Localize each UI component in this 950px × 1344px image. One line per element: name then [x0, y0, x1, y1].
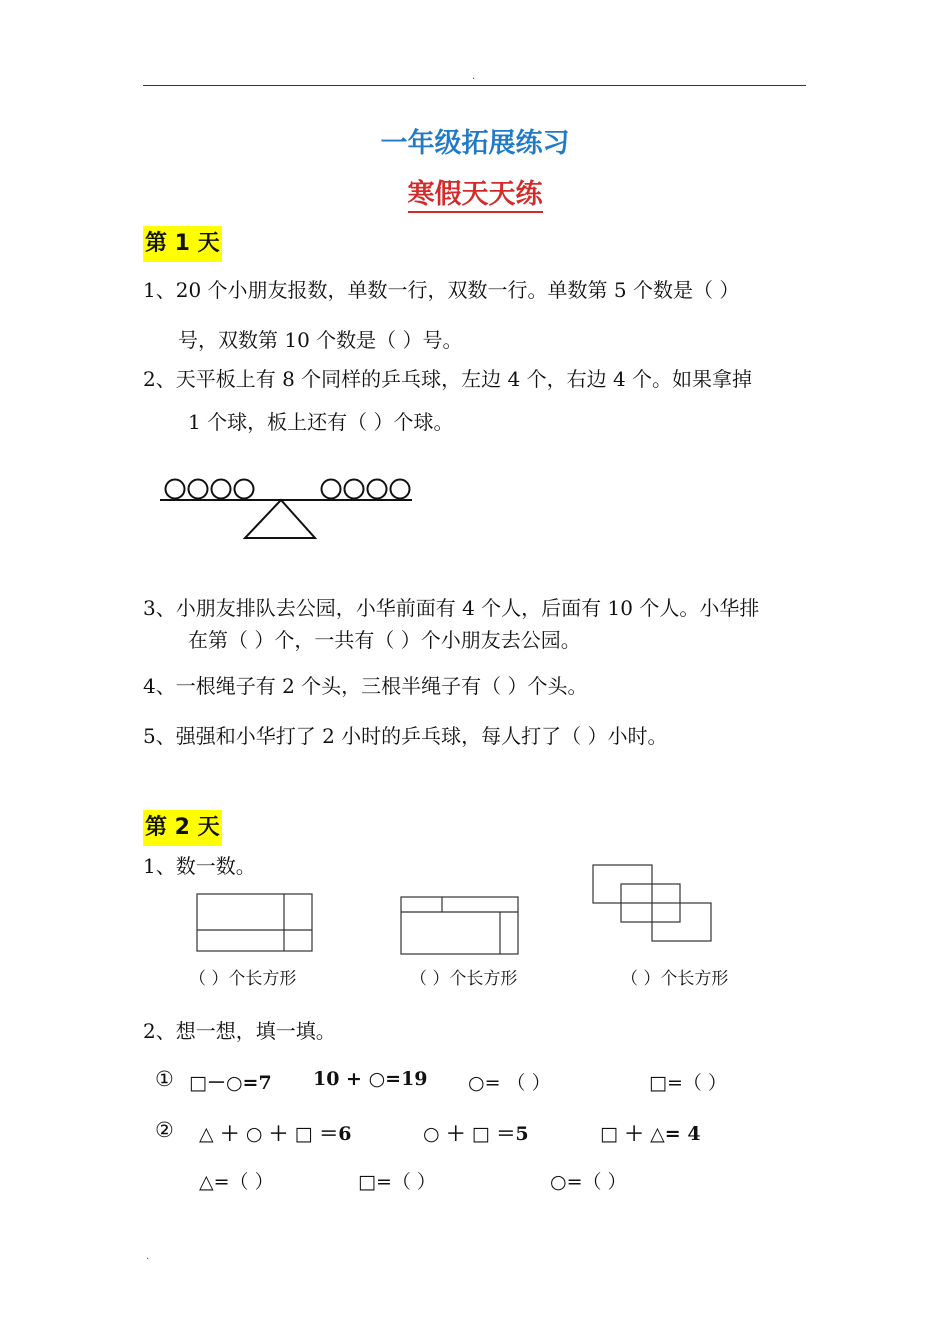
ball-icon	[189, 480, 208, 499]
question-1-2-line-2: 1 个球，板上还有（ ）个球。	[188, 410, 454, 434]
footer-dot: ·	[146, 1254, 150, 1265]
row-1-answer-1: ○= （ ）	[468, 1072, 551, 1094]
header-dot: ·	[472, 74, 476, 85]
row-3-answer-3: ○=（ ）	[550, 1171, 627, 1193]
ball-icon	[166, 480, 185, 499]
day-1-label: 第 1 天	[143, 226, 222, 262]
row-2-equation-2: ○ ＋ □ ＝5	[423, 1123, 529, 1145]
ball-icon	[235, 480, 254, 499]
row-3-answer-1: △=（ ）	[199, 1171, 274, 1193]
question-1-1-line-1: 1、20 个小朋友报数，单数一行，双数一行。单数第 5 个数是（ ）	[143, 278, 740, 302]
row-1-equation-1: □－○=7	[189, 1072, 272, 1094]
fulcrum-triangle	[245, 500, 315, 538]
row-3-answer-2: □=（ ）	[358, 1171, 436, 1193]
question-1-2-line-1: 2、天平板上有 8 个同样的乒乓球，左边 4 个，右边 4 个。如果拿掉	[143, 367, 753, 391]
header-rule	[143, 85, 806, 86]
row-2-number: ②	[155, 1118, 174, 1142]
rectangle-figure-2	[400, 896, 520, 956]
question-1-4: 4、一根绳子有 2 个头，三根半绳子有（ ）个头。	[143, 674, 588, 698]
rectangle-figure-3	[592, 864, 714, 944]
day-2-label: 第 2 天	[143, 810, 222, 846]
row-1-answer-2: □=（ ）	[649, 1072, 727, 1094]
question-1-1-line-2: 号，双数第 10 个数是（ ）号。	[178, 328, 463, 352]
ball-icon	[212, 480, 231, 499]
page-subtitle: 寒假天天练	[0, 172, 950, 211]
row-1-equation-2: 10 + ○=19	[313, 1068, 428, 1090]
rectangle-figure-1	[196, 893, 314, 953]
page-title: 一年级拓展练习	[380, 128, 570, 159]
row-1-number: ①	[155, 1067, 174, 1091]
balance-board	[155, 475, 420, 545]
question-2-2: 2、想一想，填一填。	[143, 1019, 336, 1043]
row-2-equation-1: △ ＋ ○ ＋ □ ＝6	[199, 1123, 352, 1145]
question-1-3-line-2: 在第（ ）个，一共有（ ）个小朋友去公园。	[188, 628, 581, 652]
caption-figure-3: （ ）个长方形	[621, 969, 729, 989]
question-2-1: 1、数一数。	[143, 854, 256, 878]
question-1-3-line-1: 3、小朋友排队去公园，小华前面有 4 个人，后面有 10 个人。小华排	[143, 596, 760, 620]
caption-figure-2: （ ）个长方形	[410, 969, 518, 989]
caption-figure-1: （ ）个长方形	[189, 969, 297, 989]
row-2-equation-3: □ ＋ △= 4	[600, 1123, 701, 1145]
question-1-5: 5、强强和小华打了 2 小时的乒乓球，每人打了（ ）小时。	[143, 724, 668, 748]
